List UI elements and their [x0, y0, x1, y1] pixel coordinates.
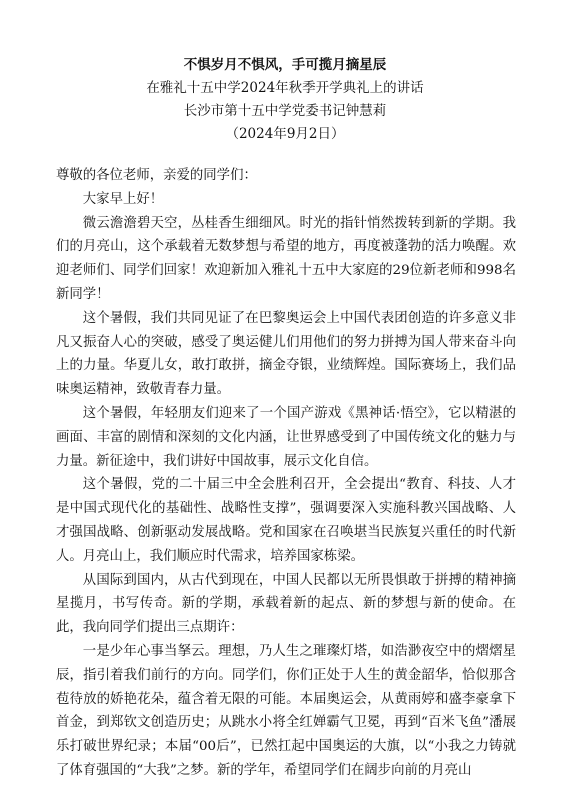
paragraph-olympics: 这个暑假，我们共同见证了在巴黎奥运会上中国代表团创造的许多意义非凡又振奋人心的突破，感受了奥运健儿们用他们的努力拼搏为国人带来奋斗向上的力量。华夏儿女，敢打敢拼，摘金夺银，业绩辉煌。国际赛场上，我们品味奥运精神，致敬青春力量。: [56, 310, 516, 398]
paragraph-game: 这个暑假，年轻朋友们迎来了一个国产游戏《黑神话·悟空》，它以精湛的画面、丰富的剧情和深刻的文化内涵，让世界感受到了中国传统文化的魅力与力量。新征途中，我们讲好中国故事，展示文化自信。: [56, 405, 516, 469]
speech-header: [0, 54, 570, 146]
paragraph-expectation-one: 一是少年心事当拏云。理想，乃人生之璀璨灯塔，如浩渺夜空中的熠熠星辰，指引着我们前行的方向。同学们，你们正处于人生的黄金韶华，恰似那含苞待放的娇艳花朵，蕴含着无限的可能。本届奥运会，从黄雨婷和盛李豪拿下首金，到郑钦文创造历史；从跳水小将全红婵霸气卫冕，再到“百米飞鱼”潘展乐打破世界纪录；本届“00后”，已然扛起中国奥运的大旗，以“小我之力铸就了体育强国的“大我”之梦。新的学年，希望同学们在阔步向前的月亮山: [56, 643, 516, 778]
speech-title: 不惧岁月不惧风，手可揽月摘星辰: [183, 57, 387, 73]
paragraph-greeting: 大家早上好！: [82, 191, 164, 207]
speech-date: （2024年9月2日）: [225, 126, 345, 142]
paragraph-welcome: 微云澹澹碧天空，丛桂香生细细风。时光的指针悄然拨转到新的学期。我们的月亮山，这个承载着无数梦想与希望的地方，再度被蓬勃的活力唤醒。欢迎老师们、同学们回家！欢迎新加入雅礼十五中大家庭的29位新老师和998名新同学！: [56, 215, 516, 302]
salutation: 尊敬的各位老师，亲爱的同学们：: [56, 168, 257, 183]
paragraph-expectations-intro: 从国际到国内，从古代到现在，中国人民都以无所畏惧敢于拼搏的精神摘星揽月，书写传奇。新的学期，承载着新的起点、新的梦想与新的使命。在此，我向同学们提出三点期许：: [56, 572, 516, 636]
speech-body: [56, 164, 516, 783]
speech-subtitle: 在雅礼十五中学2024年秋季开学典礼上的讲话: [146, 80, 424, 96]
paragraph-plenum: 这个暑假，党的二十届三中全会胜利召开，全会提出“教育、科技、人才是中国式现代化的基础性、战略性支撑”，强调要深入实施科教兴国战略、人才强国战略、创新驱动发展战略。党和国家在召唤堪当民族复兴重任的时代新人。月亮山上，我们顺应时代需求，培养国家栋梁。: [56, 477, 516, 564]
speaker-line: 长沙市第十五中学党委书记钟慧莉: [183, 103, 387, 119]
